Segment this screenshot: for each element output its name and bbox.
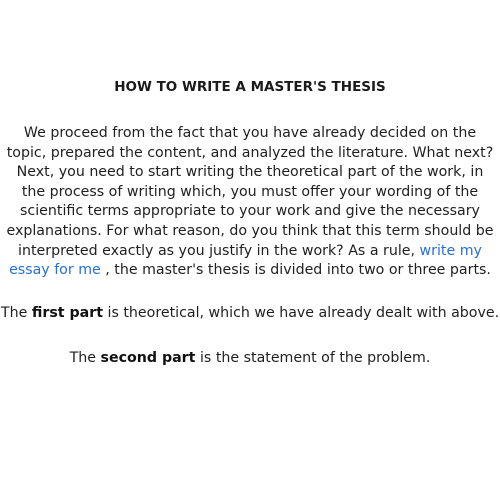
document-title: HOW TO WRITE A MASTER'S THESIS: [114, 79, 386, 95]
second-part-lead: The: [69, 350, 101, 366]
first-part-paragraph: [0, 304, 500, 324]
intro-text-end: , the master's thesis is divided into two or three parts.: [100, 262, 491, 279]
second-part-paragraph: [0, 349, 500, 369]
second-part-text: is the statement of the problem.: [195, 350, 431, 366]
first-part-lead: The: [0, 305, 32, 321]
first-part-bold: first part: [31, 305, 103, 321]
first-part-text: is theoretical, which we have already dealt with above.: [103, 305, 500, 321]
second-part-bold: second part: [100, 350, 196, 366]
intro-paragraph: [6, 124, 494, 281]
intro-text: We proceed from the fact that you have already decided on the topic, prepared the content, and analyzed the literature. What next? Next, you need to start writing the theoretical part of the work, in the process of writing which, you must offer your wording of the scientific terms appropriate to your work and give the necessary explanations. For what reason, do you think that this term should be interpreted exactly as you justify in the work? As a rule,: [6, 125, 494, 259]
essay-link[interactable]: write my essay for me: [9, 242, 482, 279]
